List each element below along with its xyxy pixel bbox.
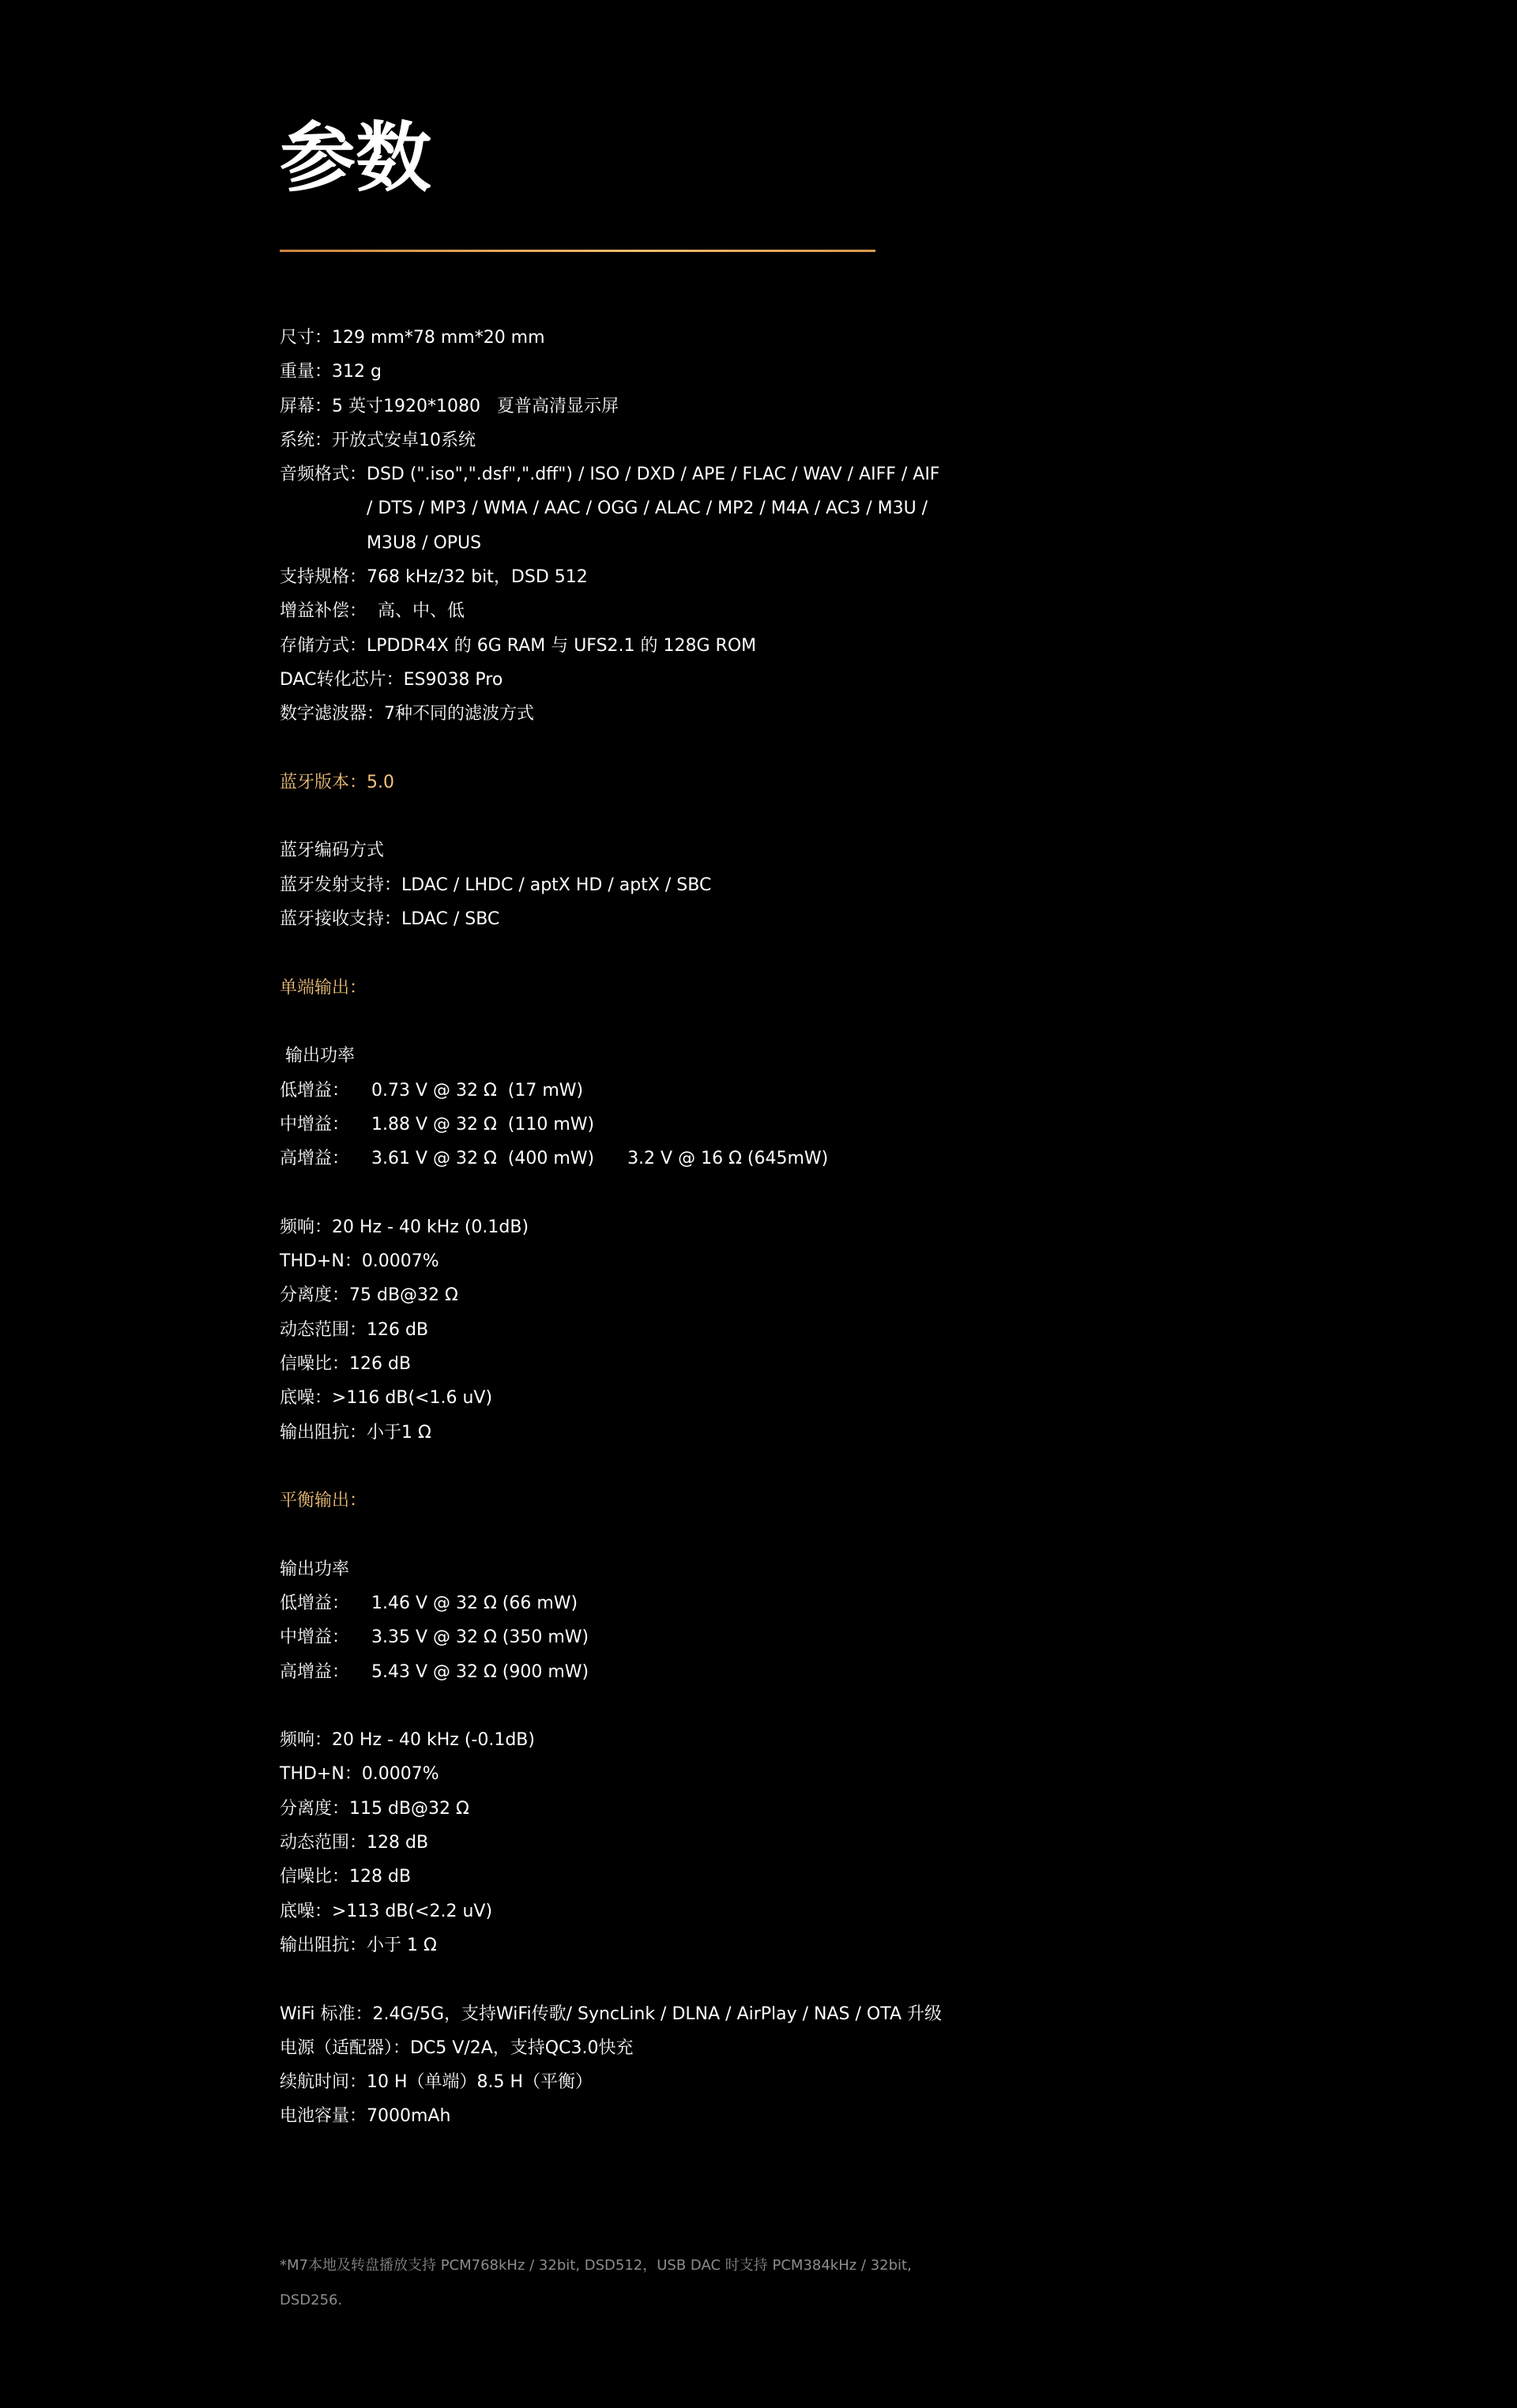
- spec-screen: 屏幕：5 英寸1920*1080 夏普高清显示屏: [280, 396, 619, 416]
- balanced-mid-gain: 中增益： 3.35 V @ 32 Ω (350 mW): [280, 1627, 589, 1648]
- bluetooth-version: 蓝牙版本：5.0: [280, 772, 394, 792]
- single-ended-thd: THD+N：0.0007%: [280, 1251, 439, 1272]
- balanced-snr: 信噪比：128 dB: [280, 1867, 412, 1887]
- battery-life-spec: 续航时间：10 H（单端）8.5 H（平衡）: [280, 2072, 593, 2093]
- single-ended-separation: 分离度：75 dB@32 Ω: [280, 1285, 458, 1306]
- balanced-separation: 分离度：115 dB@32 Ω: [280, 1798, 469, 1819]
- balanced-dynamic-range: 动态范围：128 dB: [280, 1833, 429, 1853]
- spec-dac: DAC转化芯片：ES9038 Pro: [280, 669, 503, 690]
- single-ended-heading: 单端输出：: [280, 977, 367, 998]
- single-ended-high-gain: 高增益： 3.61 V @ 32 Ω (400 mW) 3.2 V @ 16 Ω (645mW): [280, 1149, 829, 1169]
- spec-audio-formats-cont: / DTS / MP3 / WMA / AAC / OGG / ALAC / MP2 / M4A / AC3 / M3U /: [367, 499, 928, 519]
- page-title: 参数: [280, 114, 431, 202]
- section-gap: [280, 1450, 959, 1484]
- section-gap: [280, 1518, 959, 1552]
- spec-storage: 存储方式：LPDDR4X 的 6G RAM 与 UFS2.1 的 128G ROM: [280, 635, 757, 656]
- balanced-output-impedance: 输出阻抗：小于 1 Ω: [280, 1935, 437, 1955]
- single-ended-dynamic-range: 动态范围：126 dB: [280, 1319, 429, 1340]
- balanced-high-gain: 高增益： 5.43 V @ 32 Ω (900 mW): [280, 1661, 589, 1682]
- title-divider: [280, 250, 875, 252]
- section-gap: [280, 732, 959, 766]
- balanced-thd: THD+N：0.0007%: [280, 1764, 439, 1785]
- balanced-power-heading: 输出功率: [280, 1559, 350, 1579]
- single-ended-freq-response: 频响：20 Hz - 40 kHz (0.1dB): [280, 1217, 529, 1237]
- spec-weight: 重量：312 g: [280, 362, 382, 382]
- spec-audio-formats: 音频格式：DSD (".iso",".dsf",".dff") / ISO / DXD / APE / FLAC / WAV / AIFF / AIF: [280, 465, 940, 485]
- balanced-noise-floor: 底噪：>113 dB(<2.2 uV): [280, 1901, 493, 1921]
- spec-list: [280, 321, 959, 2134]
- balanced-heading: 平衡输出：: [280, 1491, 367, 1511]
- single-ended-power-heading: 输出功率: [280, 1046, 355, 1067]
- spec-size: 尺寸：129 mm*78 mm*20 mm: [280, 328, 545, 348]
- section-gap: [280, 1689, 959, 1723]
- wifi-spec: WiFi 标准：2.4G/5G，支持WiFi传歌/ SyncLink / DLNA / AirPlay / NAS / OTA 升级: [280, 2004, 943, 2024]
- battery-capacity-spec: 电池容量：7000mAh: [280, 2106, 451, 2127]
- section-gap: [280, 1176, 959, 1210]
- balanced-low-gain: 低增益： 1.46 V @ 32 Ω (66 mW): [280, 1593, 578, 1613]
- balanced-freq-response: 频响：20 Hz - 40 kHz (-0.1dB): [280, 1730, 535, 1751]
- spec-gain: 增益补偿： 高、中、低: [280, 601, 465, 622]
- single-ended-snr: 信噪比：126 dB: [280, 1353, 412, 1374]
- single-ended-low-gain: 低增益： 0.73 V @ 32 Ω (17 mW): [280, 1080, 584, 1101]
- section-gap: [280, 936, 959, 970]
- section-gap: [280, 800, 959, 833]
- bluetooth-transmit: 蓝牙发射支持：LDAC / LHDC / aptX HD / aptX / SBC: [280, 875, 712, 895]
- bluetooth-receive: 蓝牙接收支持：LDAC / SBC: [280, 909, 500, 930]
- power-adapter-spec: 电源（适配器）：DC5 V/2A，支持QC3.0快充: [280, 2037, 634, 2058]
- footnote: *M7本地及转盘播放支持 PCM768kHz / 32bit, DSD512，USB DAC 时支持 PCM384kHz / 32bit, DSD256.: [280, 2257, 912, 2308]
- spec-system: 系统：开放式安卓10系统: [280, 430, 476, 450]
- single-ended-mid-gain: 中增益： 1.88 V @ 32 Ω (110 mW): [280, 1114, 595, 1134]
- spec-filter: 数字滤波器：7种不同的滤波方式: [280, 704, 534, 724]
- section-gap: [280, 1962, 959, 1996]
- single-ended-noise-floor: 底噪：>116 dB(<1.6 uV): [280, 1388, 493, 1409]
- spec-support: 支持规格：768 kHz/32 bit，DSD 512: [280, 567, 588, 588]
- single-ended-output-impedance: 输出阻抗：小于1 Ω: [280, 1422, 431, 1443]
- spec-audio-formats-cont: M3U8 / OPUS: [367, 532, 482, 553]
- section-gap: [280, 1005, 959, 1039]
- bluetooth-codec-heading: 蓝牙编码方式: [280, 841, 385, 861]
